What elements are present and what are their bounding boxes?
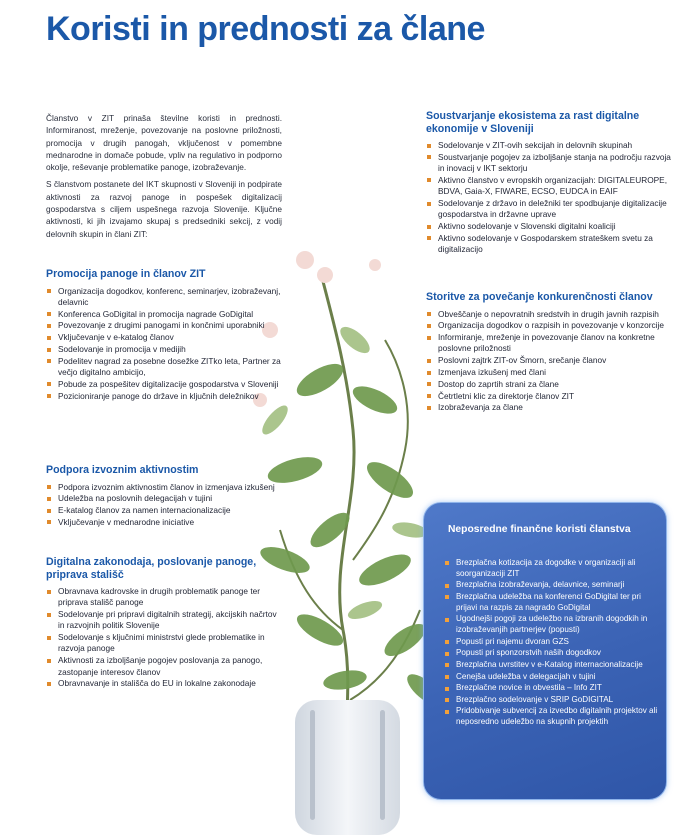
list-item: Obveščanje o nepovratnih sredstvih in drugih javnih razpisih bbox=[426, 309, 676, 320]
section-zakonodaja bbox=[46, 556, 282, 690]
benefit-item: Brezplačna udeležba na konferenci GoDigital ter pri prijavi na razpis za nagrado GoDigital bbox=[444, 592, 662, 614]
section-ekosistem bbox=[426, 110, 676, 256]
section-heading: Digitalna zakonodaja, poslovanje panoge, priprava stališč bbox=[46, 556, 257, 581]
list-item: Organizacija dogodkov o razpisih in povezovanje v konzorcije bbox=[426, 320, 676, 331]
list-item: Sodelovanje pri pripravi digitalnih strategij, akcijskih načrtov in razvojnih politik Slovenije bbox=[46, 609, 282, 632]
section-heading: Podpora izvoznim aktivnostim bbox=[46, 464, 199, 476]
card-heading: Neposredne finančne koristi članstva bbox=[448, 524, 631, 535]
list-item: Podpora izvoznim aktivnostim članov in izmenjava izkušenj bbox=[46, 482, 282, 493]
list-item: Udeležba na poslovnih delegacijah v tujini bbox=[46, 493, 282, 504]
intro-paragraph: S članstvom postanete del IKT skupnosti v Sloveniji in podpirate aktivnosti za razvoj panoge in pospešek digitalizacij gospodarstva s ciljem uspešnega razvoja Slovenije. Ključne aktivnosti, ki jih izvajamo skupaj s predsedniki sekcij, z vodij delovnih skupin in člani ZIT: bbox=[46, 179, 282, 239]
list-item: Vključevanje v mednarodne iniciative bbox=[46, 517, 282, 528]
section-heading: Soustvarjanje ekosistema za rast digitalne ekonomije v Sloveniji bbox=[426, 110, 640, 135]
list-item: Konferenca GoDigital in promocija nagrade GoDigital bbox=[46, 309, 282, 320]
list-item: Podelitev nagrad za posebne dosežke ZITko leta, Partner za večjo digitalno ambicijo, bbox=[46, 356, 282, 379]
benefit-item: Ugodnejši pogoji za udeležbo na izbranih dogodkih in izobraževanjih partnerjev (popusti) bbox=[444, 614, 662, 636]
list-item: Četrtletni klic za direktorje članov ZIT bbox=[426, 391, 676, 402]
section-promocija bbox=[46, 268, 282, 402]
benefit-item: Popusti pri najemu dvoran GZS bbox=[444, 637, 662, 648]
list-item: Aktivno sodelovanje v Slovenski digitalni koaliciji bbox=[426, 221, 676, 232]
benefit-item: Pridobivanje subvencij za izvedbo digitalnih projektov ali neposredno udeležbo na skupnih projektih bbox=[444, 706, 662, 728]
list-item: Obravnava kadrovske in drugih problematik panoge ter priprava stališč panoge bbox=[46, 586, 282, 609]
list-item: Pozicioniranje panoge do države in ključnih deležnikov bbox=[46, 391, 282, 402]
list-item: Poslovni zajtrk ZIT-ov Šmorn, srečanje članov bbox=[426, 355, 676, 366]
section-heading: Promocija panoge in članov ZIT bbox=[46, 268, 206, 280]
section-storitve bbox=[426, 291, 676, 414]
list-item: Vključevanje v e-katalog članov bbox=[46, 332, 282, 343]
list-item: Sodelovanje z državo in deležniki ter spodbujanje digitalizacije gospodarstva in državne uprave bbox=[426, 198, 676, 221]
list-item: Soustvarjanje pogojev za izboljšanje stanja na področju razvoja in inovacij v IKT sektorju bbox=[426, 152, 676, 175]
list-item: Pobude za pospešitev digitalizacije gospodarstva v Sloveniji bbox=[46, 379, 282, 390]
benefit-item: Brezplačna uvrstitev v e-Katalog internacionalizacije bbox=[444, 660, 662, 671]
benefit-item: Brezplačna kotizacija za dogodke v organizaciji ali soorganizaciji ZIT bbox=[444, 558, 662, 580]
benefit-item: Popusti pri sponzorstvih naših dogodkov bbox=[444, 648, 662, 659]
list-item: Informiranje, mreženje in povezovanje članov na konkretne poslovne priložnosti bbox=[426, 332, 676, 355]
list-item: Povezovanje z drugimi panogami in končnimi uporabniki bbox=[46, 320, 282, 331]
intro-paragraph: Članstvo v ZIT prinaša številne koristi in prednosti. Informiranost, mreženje, povezovanje na poslovne priložnosti, promocija v drugih panogah, vključenost v pomembne mednarodne in domače pobude, vpliv na regulativo in podporno okolje, reševanje problematike panoge, izobraževanje. bbox=[46, 113, 282, 173]
section-izvoz bbox=[46, 464, 282, 529]
benefit-item: Cenejša udeležba v delegacijah v tujini bbox=[444, 672, 662, 683]
list-item: Sodelovanje s ključnimi ministrstvi glede problematike in razvoja panoge bbox=[46, 632, 282, 655]
list-item: Organizacija dogodkov, konferenc, seminarjev, izobraževanj, delavnic bbox=[46, 286, 282, 309]
list-item: Dostop do zaprtih strani za člane bbox=[426, 379, 676, 390]
list-item: Aktivno sodelovanje v Gospodarskem strateškem svetu za digitalizacijo bbox=[426, 233, 676, 256]
section-heading: Storitve za povečanje konkurenčnosti članov bbox=[426, 291, 653, 303]
list-item: Sodelovanje in promocija v medijih bbox=[46, 344, 282, 355]
list-item: Izobraževanja za člane bbox=[426, 402, 676, 413]
list-item: Izmenjava izkušenj med člani bbox=[426, 367, 676, 378]
list-item: Sodelovanje v ZIT-ovih sekcijah in delovnih skupinah bbox=[426, 140, 676, 151]
list-item: Aktivno članstvo v evropskih organizacijah: DIGITALEUROPE, BDVA, Gaia-X, FIWARE, ECSO, EUDCA in EAIF bbox=[426, 175, 676, 198]
benefit-item: Brezplačna izobraževanja, delavnice, seminarji bbox=[444, 580, 662, 591]
list-item: Obravnavanje in stališča do EU in lokalne zakonodaje bbox=[46, 678, 282, 689]
list-item: E-katalog članov za namen internacionalizacije bbox=[46, 505, 282, 516]
page-title: Koristi in prednosti za člane bbox=[46, 10, 485, 48]
benefit-item: Brezplačno sodelovanje v SRIP GoDIGITAL bbox=[444, 695, 662, 706]
financial-benefits-card bbox=[423, 502, 667, 800]
benefit-item: Brezplačne novice in obvestila – Info ZIT bbox=[444, 683, 662, 694]
list-item: Aktivnosti za izboljšanje pogojev poslovanja za panogo, zastopanje interesov članov bbox=[46, 655, 282, 678]
intro-text bbox=[46, 112, 282, 245]
